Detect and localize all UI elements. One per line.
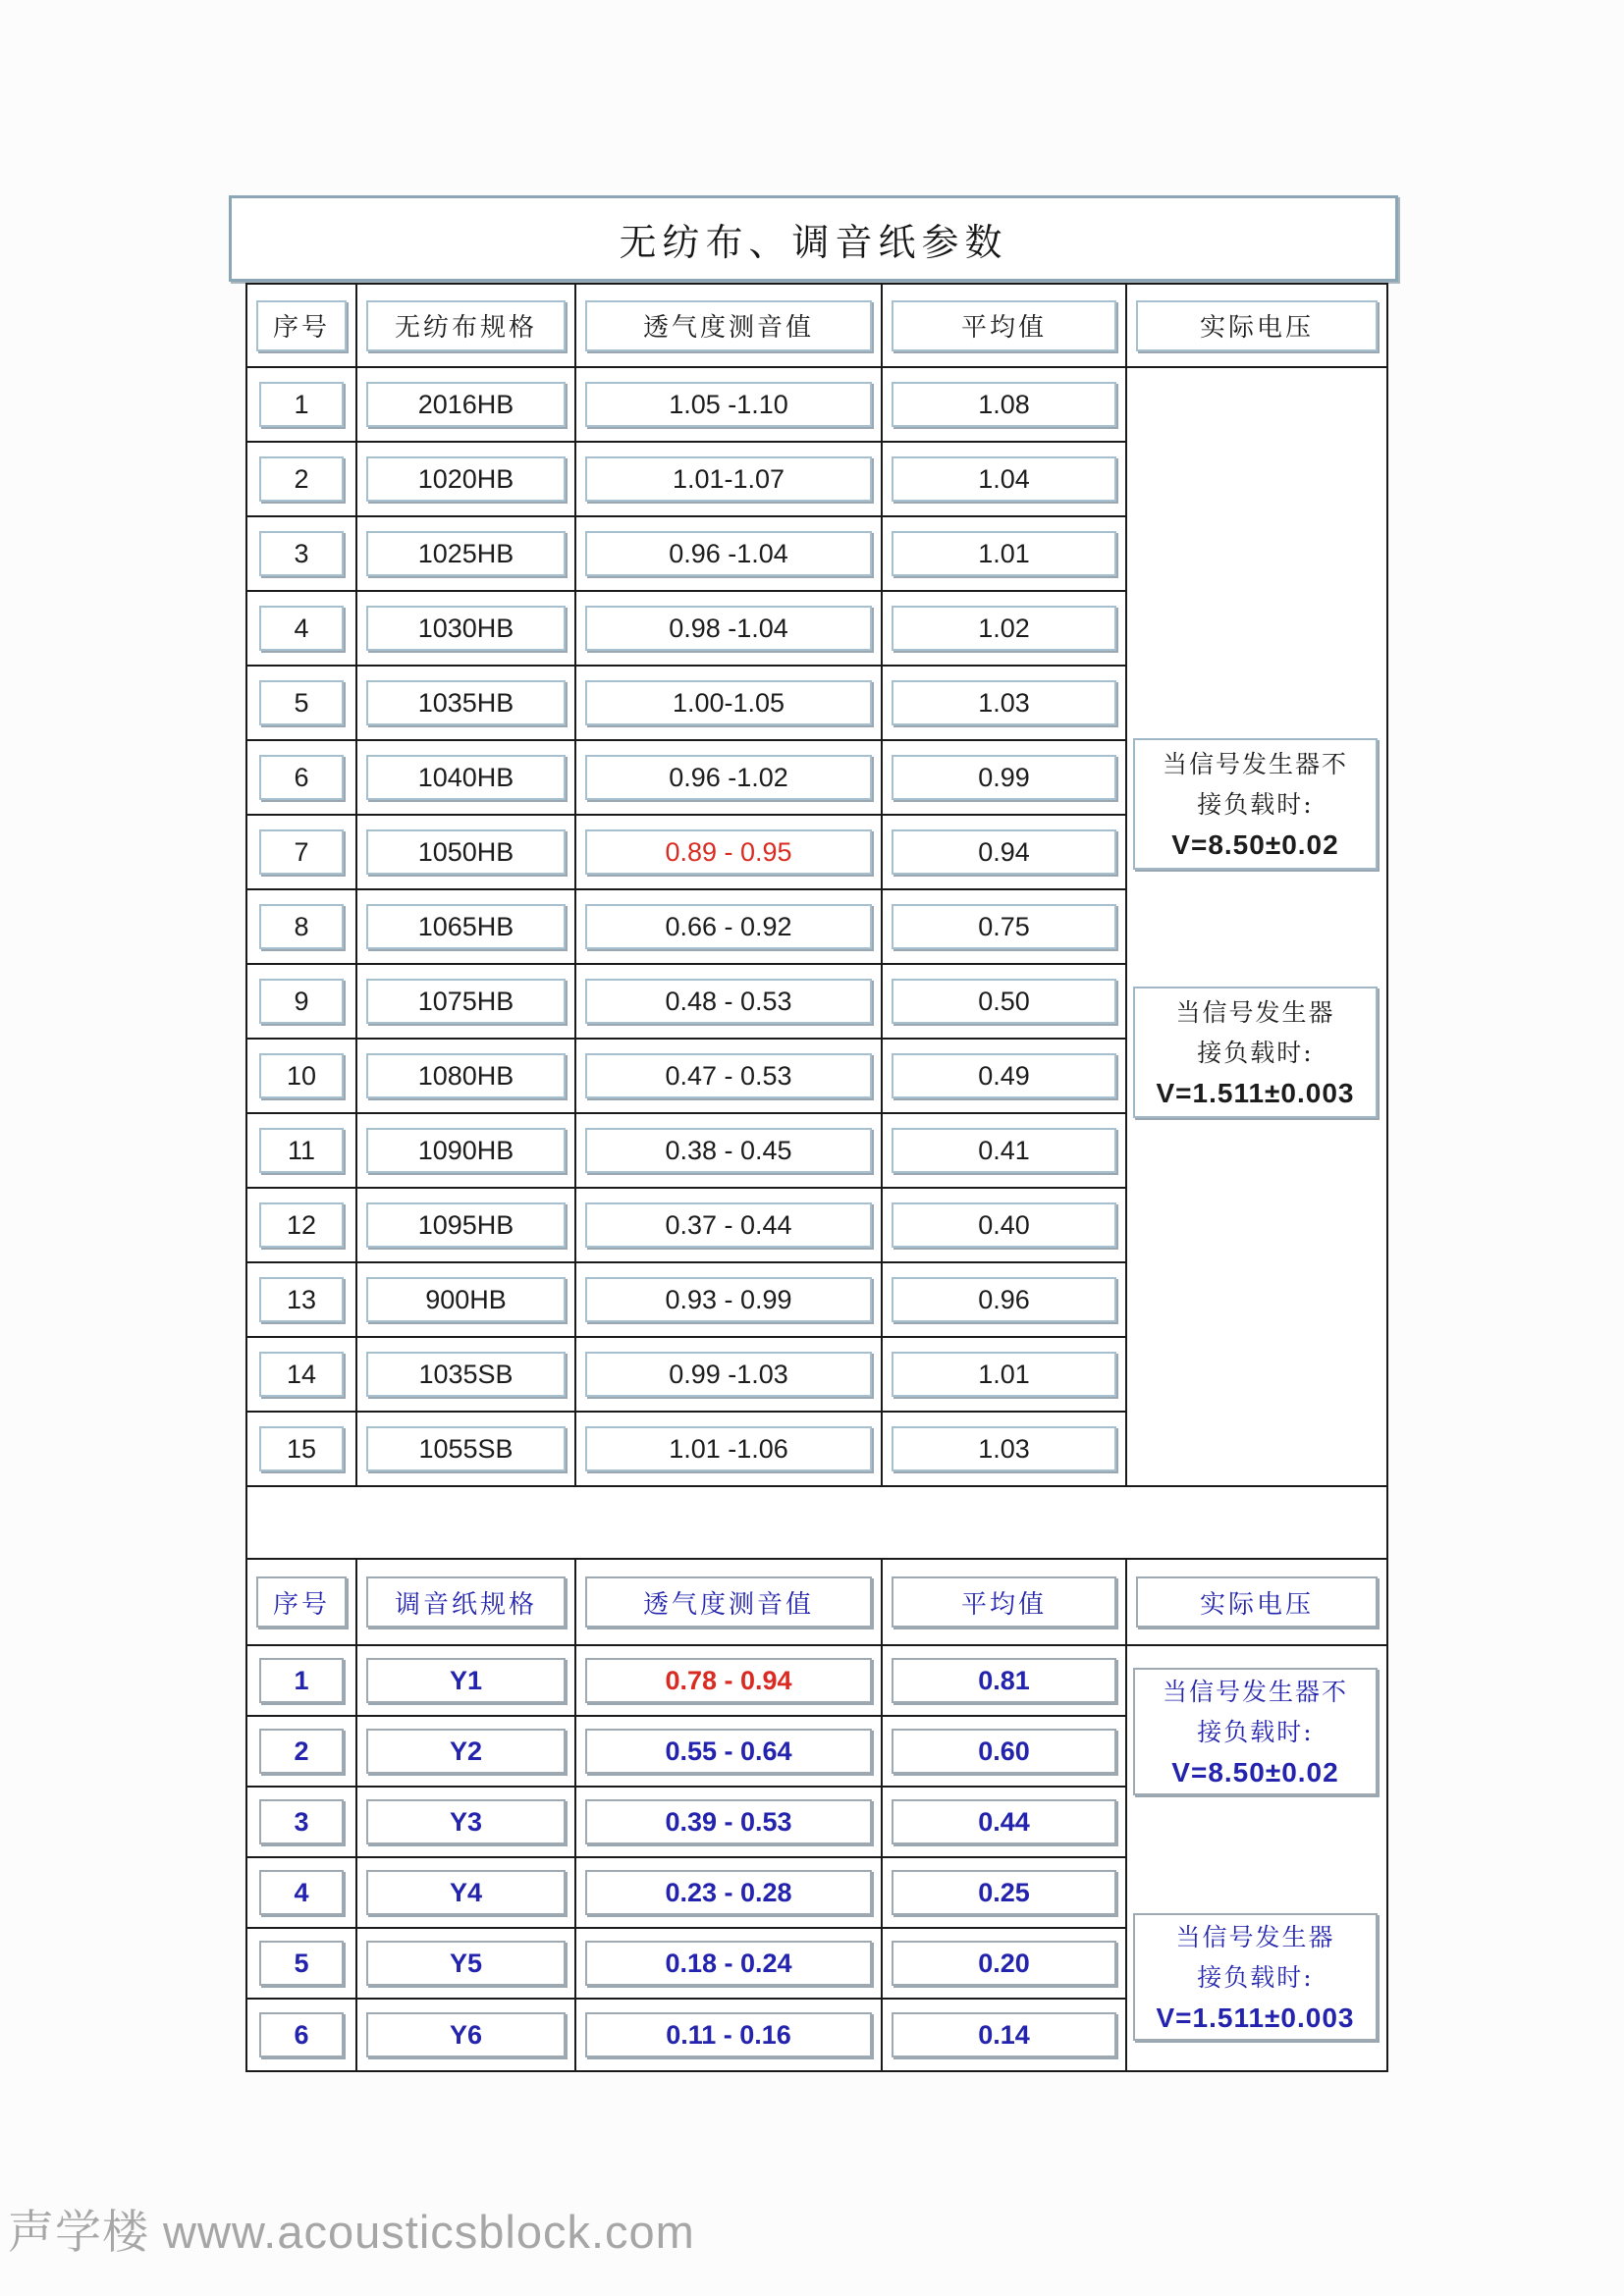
avg-value: 0.44 [892,1799,1116,1844]
avg-cell [883,1646,1127,1717]
spec-cell [357,2000,576,2070]
range-cell [576,443,883,517]
range-value: 0.37 - 0.44 [585,1202,872,1248]
spec-value: 1065HB [366,904,566,949]
range-value: 0.11 - 0.16 [585,2012,872,2057]
row-number-cell [247,1263,357,1338]
spec-cell [357,1189,576,1263]
spec-cell [357,1338,576,1413]
avg-value: 1.03 [892,680,1116,725]
range-value: 1.00-1.05 [585,680,872,725]
t2-header-cell-voltage [1127,1560,1386,1646]
range-cell [576,1858,883,1929]
parameter-sheet [245,283,1388,2072]
range-cell [576,667,883,741]
t2-header-cell-avg [883,1560,1127,1646]
avg-value: 0.40 [892,1202,1116,1248]
t1-header-cell-spec [357,285,576,368]
t1-header-label-range: 透气度测音值 [585,300,872,351]
spec-cell [357,1929,576,2000]
range-cell [576,1646,883,1717]
spec-cell [357,965,576,1040]
table2-body [247,1646,1386,2070]
spec-cell [357,741,576,816]
row-number: 4 [259,606,344,651]
range-cell [576,1263,883,1338]
avg-value: 1.01 [892,531,1116,576]
t2-header-label-avg: 平均值 [892,1576,1116,1628]
spec-value: 1025HB [366,531,566,576]
spec-cell [357,1040,576,1114]
range-cell [576,2000,883,2070]
spec-value: Y5 [366,1941,566,1986]
spec-value: Y1 [366,1658,566,1703]
t2-header-label-spec: 调音纸规格 [366,1576,566,1628]
spec-value: 900HB [366,1277,566,1322]
range-cell [576,965,883,1040]
t1-header-label-spec: 无纺布规格 [366,300,566,351]
spec-cell [357,890,576,965]
spec-value: Y4 [366,1870,566,1915]
range-value: 0.55 - 0.64 [585,1729,872,1774]
avg-value: 1.04 [892,456,1116,502]
spec-value: Y6 [366,2012,566,2057]
voltage-note-line: 接负载时: [1197,1962,1314,1992]
row-number: 15 [259,1426,344,1471]
avg-cell [883,1263,1127,1338]
t1-voltage-note-loaded [1133,987,1378,1118]
avg-value: 0.41 [892,1128,1116,1173]
avg-value: 1.01 [892,1352,1116,1397]
voltage-note-value: V=8.50±0.02 [1171,1756,1339,1788]
voltage-note-line: 接负载时: [1197,789,1314,819]
spec-value: 1035HB [366,680,566,725]
spec-value: 1040HB [366,755,566,800]
spec-cell [357,1114,576,1189]
range-cell [576,741,883,816]
t2-voltage-note-unloaded [1133,1668,1378,1795]
row-number-cell [247,517,357,592]
row-number-cell [247,2000,357,2070]
spec-value: 1050HB [366,829,566,875]
row-number: 9 [259,979,344,1024]
range-cell [576,517,883,592]
avg-value: 0.94 [892,829,1116,875]
avg-value: 0.96 [892,1277,1116,1322]
t1-header-cell-range [576,285,883,368]
row-number: 3 [259,1799,344,1844]
range-cell [576,1189,883,1263]
t1-header-cell-avg [883,285,1127,368]
row-number: 12 [259,1202,344,1248]
t2-header-label-voltage: 实际电压 [1136,1576,1378,1628]
range-value: 0.99 -1.03 [585,1352,872,1397]
avg-cell [883,1929,1127,2000]
row-number-cell [247,816,357,890]
row-number: 2 [259,1729,344,1774]
row-number-cell [247,1413,357,1487]
avg-value: 0.50 [892,979,1116,1024]
avg-cell [883,1338,1127,1413]
avg-cell [883,965,1127,1040]
spec-value: 1035SB [366,1352,566,1397]
t2-header-cell-no [247,1560,357,1646]
range-cell [576,592,883,667]
avg-value: 1.08 [892,382,1116,427]
range-value: 0.93 - 0.99 [585,1277,872,1322]
avg-cell [883,816,1127,890]
row-number-cell [247,1338,357,1413]
row-number-cell [247,965,357,1040]
row-number: 5 [259,680,344,725]
avg-cell [883,741,1127,816]
t2-header-cell-range [576,1560,883,1646]
row-number-cell [247,667,357,741]
row-number-cell [247,1858,357,1929]
row-number-cell [247,1788,357,1858]
spec-cell [357,517,576,592]
voltage-note-line: 当信号发生器不 [1162,1677,1348,1706]
spec-value: 1095HB [366,1202,566,1248]
row-number-cell [247,368,357,443]
spec-cell [357,1788,576,1858]
t1-header-label-no: 序号 [256,300,347,351]
spec-value: Y3 [366,1799,566,1844]
avg-value: 0.49 [892,1053,1116,1098]
voltage-note-value: V=1.511±0.003 [1156,1077,1355,1108]
row-number-cell [247,741,357,816]
avg-cell [883,1788,1127,1858]
spec-value: 1080HB [366,1053,566,1098]
voltage-note-line: 当信号发生器不 [1162,749,1348,778]
voltage-note-line: 当信号发生器 [1175,997,1335,1027]
voltage-note-line: 接负载时: [1197,1717,1314,1746]
spec-cell [357,816,576,890]
range-value: 0.96 -1.02 [585,755,872,800]
row-number: 1 [259,382,344,427]
row-number: 7 [259,829,344,875]
spec-value: 1075HB [366,979,566,1024]
spec-value: 1090HB [366,1128,566,1173]
t1-voltage-merged-cell [1127,368,1386,1487]
range-value: 0.47 - 0.53 [585,1053,872,1098]
row-number-cell [247,1114,357,1189]
avg-cell [883,2000,1127,2070]
spec-value: 1020HB [366,456,566,502]
range-value: 1.01-1.07 [585,456,872,502]
voltage-note-value: V=1.511±0.003 [1156,2002,1355,2033]
avg-cell [883,667,1127,741]
range-value: 0.48 - 0.53 [585,979,872,1024]
t2-header-label-no: 序号 [256,1576,347,1628]
row-number-cell [247,1646,357,1717]
document-title-box [229,195,1398,282]
range-value: 0.89 - 0.95 [585,829,872,875]
spec-value: 2016HB [366,382,566,427]
watermark-text: 声学楼 www.acousticsblock.com [8,2206,695,2258]
row-number: 8 [259,904,344,949]
avg-cell [883,1189,1127,1263]
avg-value: 0.25 [892,1870,1116,1915]
row-number: 4 [259,1870,344,1915]
row-number: 11 [259,1128,344,1173]
range-value: 0.96 -1.04 [585,531,872,576]
page-title: 无纺布、调音纸参数 [619,220,1008,264]
range-value: 0.38 - 0.45 [585,1128,872,1173]
spec-cell [357,1646,576,1717]
voltage-note-value: V=8.50±0.02 [1171,828,1339,860]
range-value: 0.23 - 0.28 [585,1870,872,1915]
avg-value: 0.60 [892,1729,1116,1774]
row-number: 5 [259,1941,344,1986]
t1-voltage-note-unloaded [1133,738,1378,870]
row-number-cell [247,890,357,965]
range-cell [576,1929,883,2000]
avg-cell [883,1040,1127,1114]
table1-header-row [247,285,1386,368]
avg-value: 0.81 [892,1658,1116,1703]
spec-cell [357,1858,576,1929]
range-cell [576,816,883,890]
spec-value: Y2 [366,1729,566,1774]
range-value: 0.98 -1.04 [585,606,872,651]
row-number-cell [247,443,357,517]
range-cell [576,368,883,443]
row-number: 1 [259,1658,344,1703]
t2-header-cell-spec [357,1560,576,1646]
t1-header-label-voltage: 实际电压 [1136,300,1378,351]
avg-cell [883,368,1127,443]
spec-cell [357,667,576,741]
range-cell [576,1114,883,1189]
spec-cell [357,1263,576,1338]
spec-cell [357,592,576,667]
avg-cell [883,1413,1127,1487]
avg-cell [883,890,1127,965]
avg-cell [883,1114,1127,1189]
t1-header-cell-voltage [1127,285,1386,368]
t2-voltage-note-loaded [1133,1913,1378,2041]
spec-value: 1055SB [366,1426,566,1471]
t2-voltage-merged-cell [1127,1646,1386,2070]
avg-value: 1.02 [892,606,1116,651]
spec-cell [357,443,576,517]
spec-cell [357,368,576,443]
range-cell [576,1788,883,1858]
t2-header-label-range: 透气度测音值 [585,1576,872,1628]
range-value: 1.05 -1.10 [585,382,872,427]
row-number: 6 [259,755,344,800]
avg-cell [883,1717,1127,1788]
voltage-note-line: 接负载时: [1197,1038,1314,1067]
range-value: 0.39 - 0.53 [585,1799,872,1844]
range-value: 0.78 - 0.94 [585,1658,872,1703]
t1-header-cell-no [247,285,357,368]
range-cell [576,890,883,965]
avg-cell [883,517,1127,592]
row-number-cell [247,1929,357,2000]
range-value: 0.18 - 0.24 [585,1941,872,1986]
table-separator-row [247,1487,1386,1560]
row-number: 13 [259,1277,344,1322]
row-number-cell [247,1040,357,1114]
row-number-cell [247,592,357,667]
spec-cell [357,1413,576,1487]
row-number: 14 [259,1352,344,1397]
avg-value: 0.75 [892,904,1116,949]
range-value: 0.66 - 0.92 [585,904,872,949]
table2-header-row [247,1560,1386,1646]
row-number-cell [247,1717,357,1788]
row-number: 2 [259,456,344,502]
range-cell [576,1338,883,1413]
row-number: 6 [259,2012,344,2057]
row-number: 3 [259,531,344,576]
range-value: 1.01 -1.06 [585,1426,872,1471]
avg-value: 1.03 [892,1426,1116,1471]
avg-value: 0.20 [892,1941,1116,1986]
voltage-note-line: 当信号发生器 [1175,1922,1335,1951]
avg-value: 0.14 [892,2012,1116,2057]
t1-header-label-avg: 平均值 [892,300,1116,351]
range-cell [576,1413,883,1487]
spec-value: 1030HB [366,606,566,651]
range-cell [576,1040,883,1114]
avg-cell [883,592,1127,667]
spec-cell [357,1717,576,1788]
row-number-cell [247,1189,357,1263]
row-number: 10 [259,1053,344,1098]
avg-value: 0.99 [892,755,1116,800]
avg-cell [883,443,1127,517]
avg-cell [883,1858,1127,1929]
table1-body [247,368,1386,1487]
range-cell [576,1717,883,1788]
